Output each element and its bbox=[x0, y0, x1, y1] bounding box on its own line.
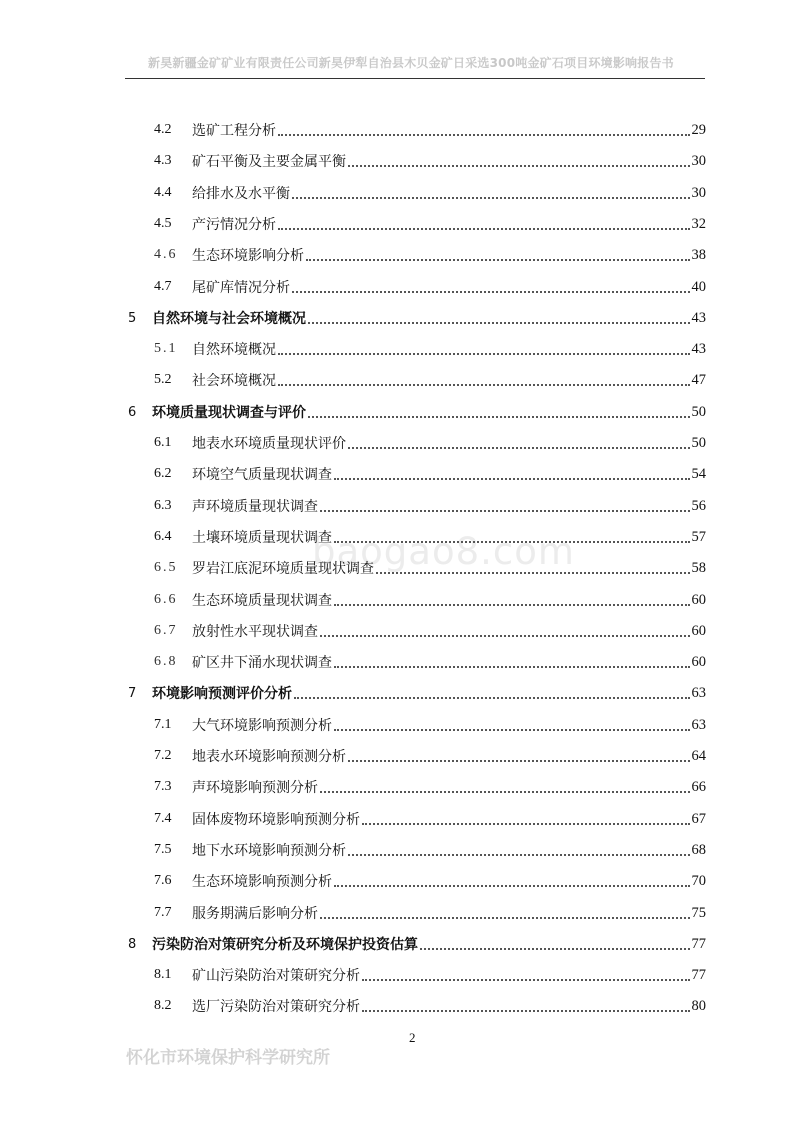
toc-entry-page: 63 bbox=[691, 716, 706, 733]
toc-entry-number: 5.1 bbox=[154, 341, 178, 356]
toc-entry bbox=[154, 181, 706, 205]
toc-leader-dots bbox=[294, 697, 690, 699]
toc-entry bbox=[154, 368, 706, 392]
toc-entry-number: 6.1 bbox=[154, 435, 172, 450]
toc-entry-number: 6.3 bbox=[154, 498, 172, 513]
toc-entry-number: 4.2 bbox=[154, 122, 172, 137]
toc-entry-number: 7.6 bbox=[154, 873, 172, 888]
toc-entry-page: 29 bbox=[691, 121, 706, 138]
toc-entry bbox=[154, 462, 706, 486]
toc-entry-title: 环境质量现状调查与评价 bbox=[152, 405, 306, 421]
toc-entry-number: 8 bbox=[128, 936, 137, 952]
toc-entry bbox=[154, 556, 706, 580]
toc-entry bbox=[128, 932, 706, 956]
toc-entry bbox=[128, 400, 706, 424]
toc-entry-title: 声环境质量现状调查 bbox=[192, 499, 318, 515]
toc-entry-number: 7.2 bbox=[154, 748, 172, 763]
toc-leader-dots bbox=[362, 823, 690, 825]
toc-entry-title: 环境空气质量现状调查 bbox=[192, 467, 332, 483]
toc-leader-dots bbox=[320, 635, 690, 637]
toc-entry-title: 尾矿库情况分析 bbox=[192, 280, 290, 296]
toc-entry bbox=[128, 681, 706, 705]
toc-entry-page: 60 bbox=[691, 653, 706, 670]
toc-entry-title: 声环境影响预测分析 bbox=[192, 780, 318, 796]
toc-entry-number: 6.2 bbox=[154, 466, 172, 481]
toc-leader-dots bbox=[278, 353, 690, 355]
toc-leader-dots bbox=[420, 948, 690, 950]
toc-entry-number: 8.1 bbox=[154, 967, 172, 982]
toc-entry bbox=[154, 838, 706, 862]
toc-leader-dots bbox=[278, 384, 690, 386]
toc-entry-number: 6.5 bbox=[154, 560, 178, 575]
toc-entry-title: 矿山污染防治对策研究分析 bbox=[192, 968, 360, 984]
toc-leader-dots bbox=[348, 760, 690, 762]
toc-entry-title: 环境影响预测评价分析 bbox=[152, 686, 292, 702]
toc-entry-title: 土壤环境质量现状调查 bbox=[192, 530, 332, 546]
toc-entry-page: 43 bbox=[691, 340, 706, 357]
toc-entry bbox=[154, 149, 706, 173]
toc-entry-number: 6.7 bbox=[154, 623, 178, 638]
toc-entry-number: 4.4 bbox=[154, 185, 172, 200]
toc-entry-title: 污染防治对策研究分析及环境保护投资估算 bbox=[152, 937, 418, 953]
toc-entry-page: 38 bbox=[691, 246, 706, 263]
toc-entry bbox=[154, 212, 706, 236]
toc-entry-title: 地表水环境质量现状评价 bbox=[192, 436, 346, 452]
toc-entry-page: 66 bbox=[691, 778, 706, 795]
toc-entry-title: 选矿工程分析 bbox=[192, 123, 276, 139]
toc-entry-page: 70 bbox=[691, 872, 706, 889]
toc-entry-title: 选厂污染防治对策研究分析 bbox=[192, 999, 360, 1015]
watermark: baogao8.com bbox=[312, 530, 575, 573]
toc-entry-number: 6.4 bbox=[154, 529, 172, 544]
toc-entry bbox=[154, 869, 706, 893]
toc-entry bbox=[154, 243, 706, 267]
toc-entry-page: 80 bbox=[691, 997, 706, 1014]
toc-leader-dots bbox=[334, 541, 690, 543]
toc-entry bbox=[154, 994, 706, 1018]
toc-entry-page: 47 bbox=[691, 371, 706, 388]
toc-entry bbox=[154, 963, 706, 987]
toc-entry-number: 7.1 bbox=[154, 717, 172, 732]
toc-leader-dots bbox=[292, 291, 690, 293]
toc-entry-page: 77 bbox=[691, 935, 706, 952]
toc-entry-title: 罗岩江底泥环境质量现状调查 bbox=[192, 561, 374, 577]
toc-entry-title: 生态环境质量现状调查 bbox=[192, 593, 332, 609]
toc-entry-page: 54 bbox=[691, 465, 706, 482]
toc-entry bbox=[154, 494, 706, 518]
toc-entry-page: 30 bbox=[691, 152, 706, 169]
toc-leader-dots bbox=[362, 979, 690, 981]
toc-leader-dots bbox=[308, 416, 690, 418]
page-number: 2 bbox=[409, 1030, 416, 1045]
toc-entry-page: 50 bbox=[691, 403, 706, 420]
toc-entry-title: 产污情况分析 bbox=[192, 217, 276, 233]
toc-entry-title: 放射性水平现状调查 bbox=[192, 624, 318, 640]
toc-entry-page: 58 bbox=[691, 559, 706, 576]
toc-leader-dots bbox=[334, 478, 690, 480]
toc-entry-page: 40 bbox=[691, 278, 706, 295]
toc-leader-dots bbox=[320, 791, 690, 793]
toc-leader-dots bbox=[348, 165, 690, 167]
toc-leader-dots bbox=[362, 1010, 690, 1012]
toc-leader-dots bbox=[334, 604, 690, 606]
toc-entry bbox=[154, 275, 706, 299]
toc-entry-number: 8.2 bbox=[154, 998, 172, 1013]
toc-entry-number: 6.8 bbox=[154, 654, 178, 669]
toc-leader-dots bbox=[278, 228, 690, 230]
toc-entry-number: 4.6 bbox=[154, 247, 178, 262]
toc-entry bbox=[154, 525, 706, 549]
toc-entry-title: 生态环境影响预测分析 bbox=[192, 874, 332, 890]
toc-entry-number: 6 bbox=[128, 404, 137, 420]
toc-entry-number: 4.3 bbox=[154, 153, 172, 168]
toc-entry-number: 7.5 bbox=[154, 842, 172, 857]
toc-entry-page: 57 bbox=[691, 528, 706, 545]
toc-entry-number: 4.7 bbox=[154, 279, 172, 294]
toc-entry bbox=[154, 337, 706, 361]
toc-entry bbox=[154, 588, 706, 612]
toc-entry-title: 地下水环境影响预测分析 bbox=[192, 843, 346, 859]
toc-entry bbox=[154, 619, 706, 643]
toc-entry-page: 60 bbox=[691, 591, 706, 608]
toc-leader-dots bbox=[348, 854, 690, 856]
toc-entry-number: 5.2 bbox=[154, 372, 172, 387]
toc-leader-dots bbox=[306, 259, 690, 261]
toc-entry bbox=[154, 431, 706, 455]
toc-entry-title: 社会环境概况 bbox=[192, 373, 276, 389]
toc-entry-page: 30 bbox=[691, 184, 706, 201]
toc-entry-page: 64 bbox=[691, 747, 706, 764]
toc-entry-page: 77 bbox=[691, 966, 706, 983]
toc-entry-number: 4.5 bbox=[154, 216, 172, 231]
toc-entry-title: 固体废物环境影响预测分析 bbox=[192, 812, 360, 828]
toc-leader-dots bbox=[320, 510, 690, 512]
toc-leader-dots bbox=[278, 134, 690, 136]
toc-entry-title: 给排水及水平衡 bbox=[192, 186, 290, 202]
toc-entry-title: 自然环境概况 bbox=[192, 342, 276, 358]
toc-entry-number: 7.3 bbox=[154, 779, 172, 794]
toc-entry bbox=[128, 306, 706, 330]
toc-entry-title: 自然环境与社会环境概况 bbox=[152, 311, 306, 327]
toc-leader-dots bbox=[292, 197, 690, 199]
toc-entry-number: 7 bbox=[128, 685, 137, 701]
toc-entry bbox=[154, 901, 706, 925]
toc-entry-page: 75 bbox=[691, 904, 706, 921]
toc-entry-title: 服务期满后影响分析 bbox=[192, 906, 318, 922]
toc-entry-number: 5 bbox=[128, 310, 137, 326]
toc-leader-dots bbox=[320, 917, 690, 919]
toc-entry-title: 生态环境影响分析 bbox=[192, 248, 304, 264]
toc-entry-title: 地表水环境影响预测分析 bbox=[192, 749, 346, 765]
footer-organization: 怀化市环境保护科学研究所 bbox=[126, 1048, 330, 1068]
toc-entry-title: 矿石平衡及主要金属平衡 bbox=[192, 154, 346, 170]
toc-leader-dots bbox=[348, 447, 690, 449]
header-rule bbox=[125, 78, 705, 79]
toc-entry-number: 7.4 bbox=[154, 811, 172, 826]
toc-entry bbox=[154, 650, 706, 674]
toc-entry-page: 67 bbox=[691, 810, 706, 827]
toc-entry bbox=[154, 713, 706, 737]
toc-entry-page: 43 bbox=[691, 309, 706, 326]
toc-entry-page: 63 bbox=[691, 684, 706, 701]
page-header-title: 新昊新疆金矿矿业有限责任公司新昊伊犁自治县木贝金矿日采选300吨金矿石项目环境影响报告书 bbox=[148, 56, 674, 70]
toc-entry-page: 50 bbox=[691, 434, 706, 451]
toc-entry-page: 60 bbox=[691, 622, 706, 639]
toc-entry bbox=[154, 807, 706, 831]
toc-entry-title: 大气环境影响预测分析 bbox=[192, 718, 332, 734]
toc-entry bbox=[154, 775, 706, 799]
toc-entry bbox=[154, 118, 706, 142]
toc-leader-dots bbox=[376, 572, 690, 574]
toc-leader-dots bbox=[334, 666, 690, 668]
toc-leader-dots bbox=[334, 729, 690, 731]
toc-entry-title: 矿区井下涌水现状调查 bbox=[192, 655, 332, 671]
toc-leader-dots bbox=[334, 885, 690, 887]
toc-entry-page: 56 bbox=[691, 497, 706, 514]
toc-entry-page: 68 bbox=[691, 841, 706, 858]
toc-entry bbox=[154, 744, 706, 768]
toc-entry-number: 6.6 bbox=[154, 592, 178, 607]
toc-leader-dots bbox=[308, 322, 690, 324]
toc-entry-page: 32 bbox=[691, 215, 706, 232]
toc-entry-number: 7.7 bbox=[154, 905, 172, 920]
